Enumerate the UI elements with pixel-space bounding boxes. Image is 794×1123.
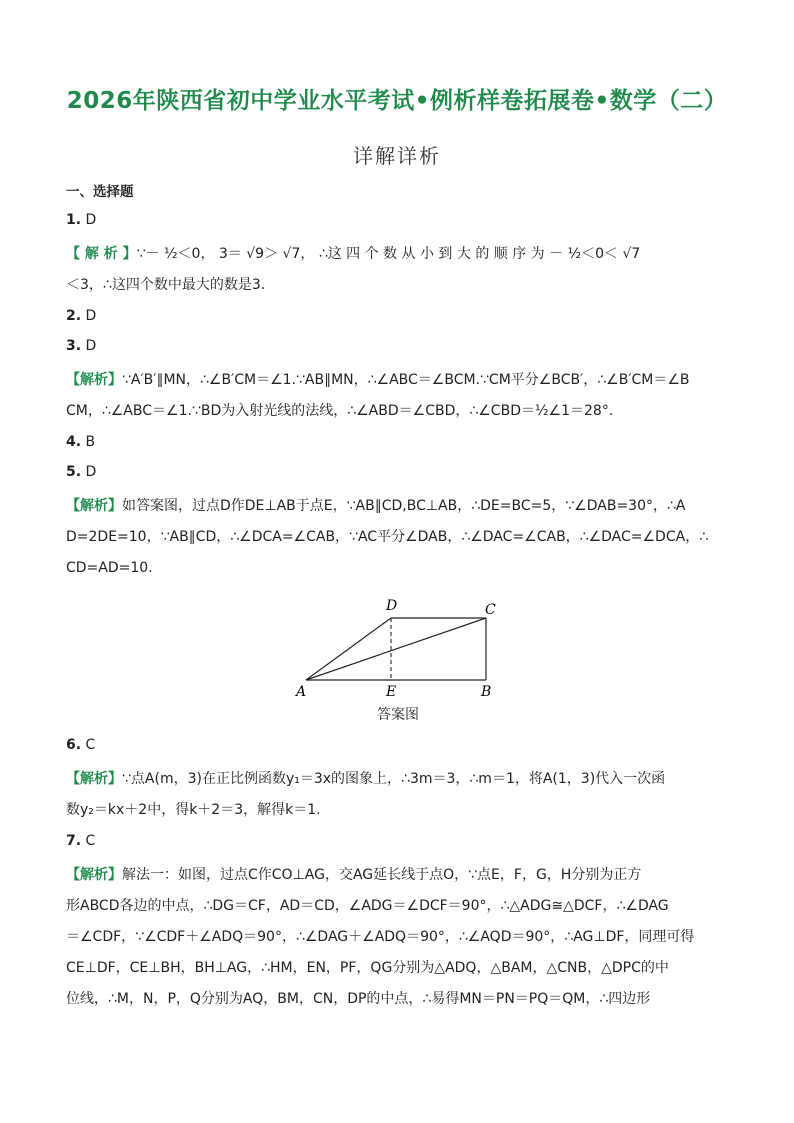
label-b: B bbox=[481, 684, 492, 700]
analysis-tag: 【 解 析 】 bbox=[66, 246, 137, 262]
question-2-answer: 2. D bbox=[66, 308, 97, 324]
analysis-tag: 【解析】 bbox=[66, 771, 122, 787]
trapezoid-diagram bbox=[286, 588, 506, 700]
analysis-tag: 【解析】 bbox=[66, 372, 122, 388]
question-7-explanation: 【解析】解法一：如图，过点C作CO⊥AG，交AG延长线于点O，∵点E，F，G，H分别为正方 形ABCD各边的中点，∴DG＝CF，AD＝CD，∠ADG＝∠DCF＝90°，∴△ADG≅△DCF，∴∠DAG ＝∠CDF，∵∠CDF＋∠ADQ＝90°，∴∠DAG＋∠ADQ＝90°，∴∠AQD＝90°，∴AG⊥DF，同理可得 CE⊥DF，CE⊥BH，BH⊥AG，∴HM，EN，PF，QG分别为△ADQ，△BAM，△CNB，△DPC的中 位线，∴M，N，P，Q分别为AQ，BM，CN，DP的中点，∴易得MN＝PN＝PQ＝QM，∴四边形 bbox=[66, 867, 695, 1007]
label-e: E bbox=[386, 684, 397, 700]
question-3-explanation: 【解析】∵A′B′∥MN，∴∠B′CM＝∠1.∵AB∥MN，∴∠ABC＝∠BCM.∵CM平分∠BCB′，∴∠B′CM＝∠B CM，∴∠ABC＝∠1.∵BD为入射光线的法线，∴∠ABD＝∠CBD，∴∠CBD＝½∠1＝28°. bbox=[66, 372, 690, 419]
question-7-answer: 7. C bbox=[66, 833, 96, 849]
question-6-answer: 6. C bbox=[66, 737, 96, 753]
question-5-answer: 5. D bbox=[66, 464, 97, 480]
question-4-answer: 4. B bbox=[66, 434, 96, 450]
question-1-explanation: 【 解 析 】∵－ ½＜0， 3＝ √9＞ √7， ∴这 四 个 数 从 小 到 大 的 顺 序 为 － ½＜0＜ √7 ＜3，∴这四个数中最大的数是3. bbox=[66, 246, 641, 293]
label-a: A bbox=[296, 684, 307, 700]
segment-ad bbox=[306, 618, 391, 680]
section-title: 一、选择题 bbox=[66, 184, 134, 200]
analysis-tag: 【解析】 bbox=[66, 867, 122, 883]
question-1-answer: 1. D bbox=[66, 212, 97, 228]
question-5-explanation: 【解析】如答案图，过点D作DE⊥AB于点E，∵AB∥CD,BC⊥AB，∴DE=BC=5，∵∠DAB=30°，∴A D=2DE=10，∵AB∥CD，∴∠DCA=∠CAB，∵AC平分∠DAB，∴∠DAC=∠CAB，∴∠DAC=∠DCA，∴ CD=AD=10. bbox=[66, 498, 709, 576]
analysis-tag: 【解析】 bbox=[66, 498, 122, 514]
answer-figure bbox=[66, 588, 730, 728]
label-d: D bbox=[386, 598, 398, 614]
label-c: C bbox=[485, 602, 496, 618]
page-title: 2026年陕西省初中学业水平考试•例析样卷拓展卷•数学（二） bbox=[66, 88, 728, 114]
document-body bbox=[66, 180, 730, 1019]
question-3-answer: 3. D bbox=[66, 338, 97, 354]
page-subtitle: 详解详析 bbox=[353, 144, 441, 168]
question-6-explanation: 【解析】∵点A(m，3)在正比例函数y₁＝3x的图象上，∴3m＝3，∴m＝1，将A(1，3)代入一次函 数y₂＝kx＋2中，得k＋2＝3，解得k＝1. bbox=[66, 771, 666, 818]
segment-ac bbox=[306, 618, 486, 680]
figure-caption: 答案图 bbox=[377, 707, 419, 723]
